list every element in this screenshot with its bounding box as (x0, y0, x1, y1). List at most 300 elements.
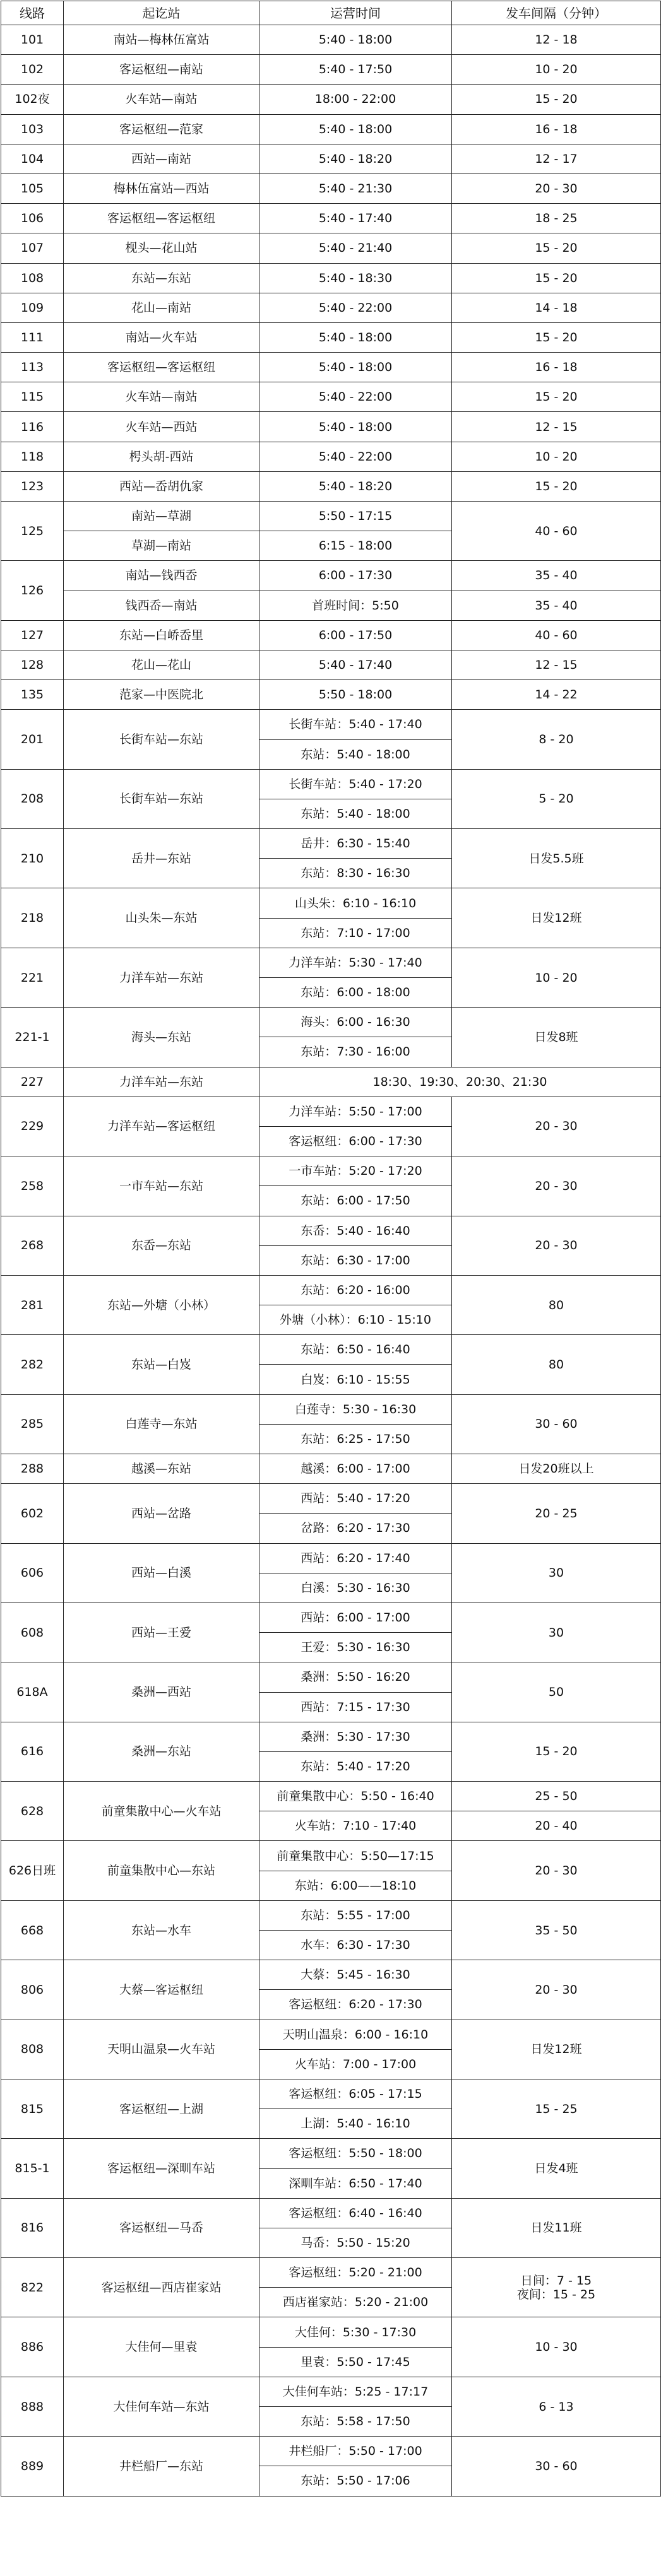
route-cell: 886 (1, 2317, 64, 2377)
interval-cell: 12 - 15 (452, 412, 661, 442)
time-cell: 西店崔家站：5:20 - 21:00 (259, 2288, 452, 2317)
interval-cell: 16 - 18 (452, 353, 661, 382)
table-row (1, 769, 661, 799)
interval-cell: 14 - 22 (452, 680, 661, 710)
section-cell: 草湖—南站 (64, 531, 259, 561)
time-cell: 外塘（小林）：6:10 - 15:10 (259, 1305, 452, 1335)
route-cell: 285 (1, 1394, 64, 1454)
section-cell: 大佳何—里袁 (64, 2317, 259, 2377)
route-cell: 889 (1, 2437, 64, 2496)
section-cell: 海头—东站 (64, 1008, 259, 1067)
table-row (1, 293, 661, 322)
interval-cell: 35 - 50 (452, 1900, 661, 1960)
table-row (1, 25, 661, 55)
interval-cell: 40 - 60 (452, 620, 661, 650)
route-cell: 128 (1, 650, 64, 679)
time-cell: 6:00 - 17:50 (259, 620, 452, 650)
time-cell: 西站：5:40 - 17:20 (259, 1484, 452, 1514)
interval-cell: 15 - 20 (452, 233, 661, 263)
table-row (1, 412, 661, 442)
interval-cell: 日发11班 (452, 2198, 661, 2257)
section-cell: 西站—岙胡仇家 (64, 471, 259, 501)
interval-cell: 15 - 20 (452, 382, 661, 412)
interval-cell: 30 - 60 (452, 2437, 661, 2496)
table-row (1, 2198, 661, 2228)
time-cell: 客运枢纽：6:05 - 17:15 (259, 2079, 452, 2108)
interval-cell: 5 - 20 (452, 769, 661, 828)
route-cell: 822 (1, 2258, 64, 2317)
route-cell: 115 (1, 382, 64, 412)
table-row (1, 204, 661, 233)
route-cell: 618A (1, 1662, 64, 1722)
time-cell: 东站：5:55 - 17:00 (259, 1900, 452, 1930)
time-cell: 5:40 - 17:40 (259, 650, 452, 679)
time-cell: 6:15 - 18:00 (259, 531, 452, 561)
section-cell: 桑洲—东站 (64, 1722, 259, 1781)
route-cell: 602 (1, 1484, 64, 1543)
time-cell: 5:40 - 18:00 (259, 353, 452, 382)
section-cell: 范家—中医院北 (64, 680, 259, 710)
time-cell: 西站：6:00 - 17:00 (259, 1603, 452, 1632)
table-row (1, 710, 661, 739)
route-cell: 229 (1, 1097, 64, 1156)
section-cell: 客运枢纽—深甽车站 (64, 2139, 259, 2198)
section-cell: 东站—白岌 (64, 1335, 259, 1394)
table-row (1, 561, 661, 591)
time-cell: 客运枢纽：6:20 - 17:30 (259, 1990, 452, 2020)
table-row (1, 888, 661, 918)
time-cell: 5:40 - 18:00 (259, 114, 452, 144)
time-cell: 东站：5:58 - 17:50 (259, 2407, 452, 2437)
time-cell: 马岙：5:50 - 15:20 (259, 2228, 452, 2257)
interval-cell: 日发12班 (452, 2020, 661, 2079)
table-row (1, 948, 661, 977)
section-cell: 火车站—南站 (64, 382, 259, 412)
section-cell: 东站—东站 (64, 263, 259, 293)
time-cell: 里袁：5:50 - 17:45 (259, 2347, 452, 2377)
time-cell: 5:40 - 18:00 (259, 322, 452, 352)
section-cell: 西站—王爱 (64, 1603, 259, 1662)
table-row (1, 55, 661, 85)
route-cell: 806 (1, 1960, 64, 2020)
interval-cell: 16 - 18 (452, 114, 661, 144)
section-cell: 枵头胡-西站 (64, 442, 259, 471)
table-row (1, 1543, 661, 1573)
table-row (1, 591, 661, 620)
table-row (1, 2020, 661, 2049)
time-cell: 井栏船厂：5:50 - 17:00 (259, 2437, 452, 2466)
table-row (1, 1454, 661, 1484)
section-cell: 井栏船厂—东站 (64, 2437, 259, 2496)
route-cell: 221-1 (1, 1008, 64, 1067)
bus-schedule-table (1, 1, 661, 2497)
section-cell: 前童集散中心—火车站 (64, 1782, 259, 1841)
table-row (1, 1067, 661, 1097)
route-cell: 221 (1, 948, 64, 1007)
section-cell: 力洋车站—东站 (64, 1067, 259, 1097)
time-cell: 东站：6:00 - 18:00 (259, 978, 452, 1008)
interval-cell: 80 (452, 1275, 661, 1334)
route-cell: 125 (1, 502, 64, 561)
section-cell: 客运枢纽—客运枢纽 (64, 204, 259, 233)
route-cell: 281 (1, 1275, 64, 1334)
table-row (1, 1841, 661, 1871)
section-cell: 梅林伍富站—西站 (64, 173, 259, 203)
interval-cell: 20 - 30 (452, 173, 661, 203)
header-interval: 发车间隔（分钟） (452, 1, 661, 25)
time-cell: 东岙：5:40 - 16:40 (259, 1216, 452, 1245)
time-cell: 西站：7:15 - 17:30 (259, 1692, 452, 1722)
route-cell: 218 (1, 888, 64, 948)
interval-cell: 50 (452, 1662, 661, 1722)
interval-cell: 80 (452, 1335, 661, 1394)
time-cell: 前童集散中心：5:50—17:15 (259, 1841, 452, 1871)
time-cell: 东站：6:30 - 17:00 (259, 1245, 452, 1275)
section-cell: 大蔡—客运枢纽 (64, 1960, 259, 2020)
interval-cell: 20 - 25 (452, 1484, 661, 1543)
interval-cell: 日发4班 (452, 2139, 661, 2198)
interval-cell: 18 - 25 (452, 204, 661, 233)
interval-cell: 日发8班 (452, 1008, 661, 1067)
time-cell: 5:40 - 22:00 (259, 382, 452, 412)
route-cell: 201 (1, 710, 64, 769)
section-cell: 白莲寺—东站 (64, 1394, 259, 1454)
route-cell: 109 (1, 293, 64, 322)
section-cell: 西站—南站 (64, 144, 259, 173)
section-cell: 南站—梅林伍富站 (64, 25, 259, 55)
route-cell: 288 (1, 1454, 64, 1484)
time-cell: 5:40 - 21:40 (259, 233, 452, 263)
time-cell: 水车：6:30 - 17:30 (259, 1931, 452, 1960)
table-row (1, 1216, 661, 1245)
table-row (1, 1960, 661, 1990)
route-cell: 106 (1, 204, 64, 233)
time-cell: 火车站：7:10 - 17:40 (259, 1811, 452, 1841)
route-cell: 123 (1, 471, 64, 501)
interval-cell: 20 - 30 (452, 1841, 661, 1900)
table-row (1, 2377, 661, 2406)
table-row (1, 1335, 661, 1365)
route-cell: 108 (1, 263, 64, 293)
section-cell: 山头朱—东站 (64, 888, 259, 948)
time-cell: 白岌：6:10 - 15:55 (259, 1365, 452, 1394)
interval-cell: 14 - 18 (452, 293, 661, 322)
route-cell: 104 (1, 144, 64, 173)
table-row (1, 1662, 661, 1692)
time-cell: 深甽车站：6:50 - 17:40 (259, 2168, 452, 2198)
table-row (1, 322, 661, 352)
time-cell: 5:40 - 18:20 (259, 471, 452, 501)
merged-time-cell: 18:30、19:30、20:30、21:30 (259, 1067, 661, 1097)
time-cell: 大佳何：5:30 - 17:30 (259, 2317, 452, 2347)
table-row (1, 114, 661, 144)
interval-cell: 12 - 17 (452, 144, 661, 173)
time-cell: 东站：5:40 - 18:00 (259, 799, 452, 828)
interval-cell: 20 - 40 (452, 1811, 661, 1841)
time-cell: 力洋车站：5:30 - 17:40 (259, 948, 452, 977)
time-cell: 越溪：6:00 - 17:00 (259, 1454, 452, 1484)
section-cell: 西站—白溪 (64, 1543, 259, 1603)
interval-cell: 25 - 50 (452, 1782, 661, 1811)
route-cell: 808 (1, 2020, 64, 2079)
interval-cell: 35 - 40 (452, 561, 661, 591)
time-cell: 岔路：6:20 - 17:30 (259, 1514, 452, 1543)
route-cell: 105 (1, 173, 64, 203)
section-cell: 花山—花山 (64, 650, 259, 679)
route-cell: 258 (1, 1156, 64, 1216)
table-row (1, 144, 661, 173)
route-cell: 626日班 (1, 1841, 64, 1900)
header-section: 起讫站 (64, 1, 259, 25)
time-cell: 5:40 - 18:00 (259, 25, 452, 55)
time-cell: 大蔡：5:45 - 16:30 (259, 1960, 452, 1990)
section-cell: 花山—南站 (64, 293, 259, 322)
time-cell: 客运枢纽：6:00 - 17:30 (259, 1126, 452, 1156)
time-cell: 东站：6:20 - 16:00 (259, 1275, 452, 1305)
section-cell: 长街车站—东站 (64, 769, 259, 828)
route-cell: 103 (1, 114, 64, 144)
header-row (1, 1, 661, 25)
section-cell: 东站—白峤岙里 (64, 620, 259, 650)
time-cell: 西站：6:20 - 17:40 (259, 1543, 452, 1573)
route-cell: 888 (1, 2377, 64, 2436)
route-cell: 210 (1, 829, 64, 888)
interval-cell: 10 - 20 (452, 55, 661, 85)
time-cell: 天明山温泉：6:00 - 16:10 (259, 2020, 452, 2049)
section-cell: 西站—岔路 (64, 1484, 259, 1543)
table-row (1, 382, 661, 412)
time-cell: 6:00 - 17:30 (259, 561, 452, 591)
table-row (1, 2079, 661, 2108)
section-cell: 岳井—东站 (64, 829, 259, 888)
section-cell: 桑洲—西站 (64, 1662, 259, 1722)
section-cell: 东站—外塘（小林） (64, 1275, 259, 1334)
time-cell: 白溪：5:30 - 16:30 (259, 1573, 452, 1603)
section-cell: 长街车站—东站 (64, 710, 259, 769)
table-row (1, 471, 661, 501)
table-row (1, 1603, 661, 1632)
time-cell: 客运枢纽：5:20 - 21:00 (259, 2258, 452, 2288)
section-cell: 南站—火车站 (64, 322, 259, 352)
table-row (1, 2258, 661, 2288)
interval-cell: 10 - 30 (452, 2317, 661, 2377)
route-cell: 126 (1, 561, 64, 620)
section-cell: 越溪—东站 (64, 1454, 259, 1484)
route-cell: 135 (1, 680, 64, 710)
section-cell: 客运枢纽—客运枢纽 (64, 353, 259, 382)
table-row (1, 502, 661, 531)
route-cell: 815 (1, 2079, 64, 2138)
time-cell: 5:40 - 22:00 (259, 293, 452, 322)
table-row (1, 2139, 661, 2168)
time-cell: 东站：5:40 - 17:20 (259, 1751, 452, 1781)
interval-cell: 35 - 40 (452, 591, 661, 620)
time-cell: 5:40 - 22:00 (259, 442, 452, 471)
interval-cell: 10 - 20 (452, 948, 661, 1007)
table-row (1, 829, 661, 859)
time-cell: 5:40 - 18:20 (259, 144, 452, 173)
route-cell: 118 (1, 442, 64, 471)
section-cell: 大佳何车站—东站 (64, 2377, 259, 2436)
table-row (1, 1782, 661, 1811)
header-time: 运营时间 (259, 1, 452, 25)
time-cell: 东站：7:30 - 16:00 (259, 1037, 452, 1067)
route-cell: 816 (1, 2198, 64, 2257)
table-row (1, 353, 661, 382)
route-cell: 282 (1, 1335, 64, 1394)
section-cell: 东岙—东站 (64, 1216, 259, 1275)
table-row (1, 233, 661, 263)
interval-cell: 12 - 18 (452, 25, 661, 55)
interval-cell: 30 (452, 1603, 661, 1662)
time-cell: 上湖：5:40 - 16:10 (259, 2109, 452, 2139)
time-cell: 5:50 - 18:00 (259, 680, 452, 710)
table-row (1, 1156, 661, 1186)
interval-cell: 15 - 20 (452, 85, 661, 114)
time-cell: 火车站：7:00 - 17:00 (259, 2049, 452, 2079)
section-cell: 南站—草湖 (64, 502, 259, 531)
interval-cell: 12 - 15 (452, 650, 661, 679)
time-cell: 王爱：5:30 - 16:30 (259, 1633, 452, 1662)
time-cell: 东站：6:00 - 17:50 (259, 1186, 452, 1216)
table-row (1, 650, 661, 679)
interval-cell: 日发20班以上 (452, 1454, 661, 1484)
time-cell: 客运枢纽：5:50 - 18:00 (259, 2139, 452, 2168)
interval-cell: 40 - 60 (452, 502, 661, 561)
table-row (1, 1275, 661, 1305)
table-row (1, 680, 661, 710)
route-cell: 616 (1, 1722, 64, 1781)
time-cell: 客运枢纽：6:40 - 16:40 (259, 2198, 452, 2228)
section-cell: 一市车站—东站 (64, 1156, 259, 1216)
time-cell: 5:40 - 18:00 (259, 412, 452, 442)
time-cell: 前童集散中心：5:50 - 16:40 (259, 1782, 452, 1811)
time-cell: 白莲寺：5:30 - 16:30 (259, 1394, 452, 1424)
time-cell: 东站：6:25 - 17:50 (259, 1424, 452, 1454)
table-row (1, 263, 661, 293)
interval-cell: 日间：7 - 15 夜间：15 - 25 (452, 2258, 661, 2317)
table-row (1, 442, 661, 471)
table-row (1, 1008, 661, 1037)
interval-cell: 10 - 20 (452, 442, 661, 471)
section-cell: 力洋车站—东站 (64, 948, 259, 1007)
route-cell: 668 (1, 1900, 64, 1960)
interval-cell: 15 - 25 (452, 2079, 661, 2138)
route-cell: 127 (1, 620, 64, 650)
route-cell: 113 (1, 353, 64, 382)
route-cell: 102夜 (1, 85, 64, 114)
time-cell: 5:40 - 17:50 (259, 55, 452, 85)
time-cell: 长街车站：5:40 - 17:20 (259, 769, 452, 799)
route-cell: 107 (1, 233, 64, 263)
table-row (1, 2437, 661, 2466)
section-cell: 天明山温泉—火车站 (64, 2020, 259, 2079)
interval-cell: 15 - 20 (452, 263, 661, 293)
section-cell: 前童集散中心—东站 (64, 1841, 259, 1900)
time-cell: 5:40 - 21:30 (259, 173, 452, 203)
route-cell: 628 (1, 1782, 64, 1841)
time-cell: 桑洲：5:50 - 16:20 (259, 1662, 452, 1692)
interval-cell: 日发12班 (452, 888, 661, 948)
section-cell: 力洋车站—客运枢纽 (64, 1097, 259, 1156)
table-row (1, 620, 661, 650)
route-cell: 608 (1, 1603, 64, 1662)
section-cell: 客运枢纽—南站 (64, 55, 259, 85)
interval-cell: 日发5.5班 (452, 829, 661, 888)
section-cell: 枧头—花山站 (64, 233, 259, 263)
interval-cell: 30 - 60 (452, 1394, 661, 1454)
interval-cell: 15 - 20 (452, 1722, 661, 1781)
time-cell: 东站：6:00——18:10 (259, 1871, 452, 1900)
table-row (1, 1097, 661, 1126)
section-cell: 客运枢纽—西店崔家站 (64, 2258, 259, 2317)
section-cell: 火车站—南站 (64, 85, 259, 114)
section-cell: 客运枢纽—范家 (64, 114, 259, 144)
table-row (1, 1484, 661, 1514)
time-cell: 5:40 - 17:40 (259, 204, 452, 233)
time-cell: 力洋车站：5:50 - 17:00 (259, 1097, 452, 1126)
table-row (1, 1394, 661, 1424)
time-cell: 桑洲：5:30 - 17:30 (259, 1722, 452, 1751)
table-row (1, 2317, 661, 2347)
section-cell: 火车站—西站 (64, 412, 259, 442)
time-cell: 大佳何车站：5:25 - 17:17 (259, 2377, 452, 2406)
section-cell: 钱西岙—南站 (64, 591, 259, 620)
route-cell: 116 (1, 412, 64, 442)
time-cell: 一市车站：5:20 - 17:20 (259, 1156, 452, 1186)
table-body (1, 1, 661, 2497)
table-row (1, 85, 661, 114)
interval-cell: 15 - 20 (452, 322, 661, 352)
interval-cell: 15 - 20 (452, 471, 661, 501)
route-cell: 268 (1, 1216, 64, 1275)
time-cell: 山头朱：6:10 - 16:10 (259, 888, 452, 918)
interval-cell: 8 - 20 (452, 710, 661, 769)
time-cell: 东站：5:50 - 17:06 (259, 2466, 452, 2496)
time-cell: 5:40 - 18:30 (259, 263, 452, 293)
interval-cell: 20 - 30 (452, 1960, 661, 2020)
route-cell: 111 (1, 322, 64, 352)
route-cell: 227 (1, 1067, 64, 1097)
time-cell: 18:00 - 22:00 (259, 85, 452, 114)
route-cell: 815-1 (1, 2139, 64, 2198)
interval-cell: 20 - 30 (452, 1216, 661, 1275)
route-cell: 208 (1, 769, 64, 828)
time-cell: 长街车站：5:40 - 17:40 (259, 710, 452, 739)
time-cell: 岳井：6:30 - 15:40 (259, 829, 452, 859)
time-cell: 东站：6:50 - 16:40 (259, 1335, 452, 1365)
header-route: 线路 (1, 1, 64, 25)
route-cell: 101 (1, 25, 64, 55)
time-cell: 东站：5:40 - 18:00 (259, 739, 452, 769)
section-cell: 客运枢纽—马岙 (64, 2198, 259, 2257)
interval-cell: 30 (452, 1543, 661, 1603)
section-cell: 东站—水车 (64, 1900, 259, 1960)
interval-cell: 20 - 30 (452, 1097, 661, 1156)
interval-cell: 20 - 30 (452, 1156, 661, 1216)
time-cell: 首班时间：5:50 (259, 591, 452, 620)
time-cell: 5:50 - 17:15 (259, 502, 452, 531)
table-row (1, 1900, 661, 1930)
time-cell: 东站：7:10 - 17:00 (259, 918, 452, 948)
time-cell: 东站：8:30 - 16:30 (259, 859, 452, 888)
table-row (1, 1722, 661, 1751)
interval-cell: 6 - 13 (452, 2377, 661, 2436)
route-cell: 102 (1, 55, 64, 85)
route-cell: 606 (1, 1543, 64, 1603)
time-cell: 海头：6:00 - 16:30 (259, 1008, 452, 1037)
section-cell: 客运枢纽—上湖 (64, 2079, 259, 2138)
